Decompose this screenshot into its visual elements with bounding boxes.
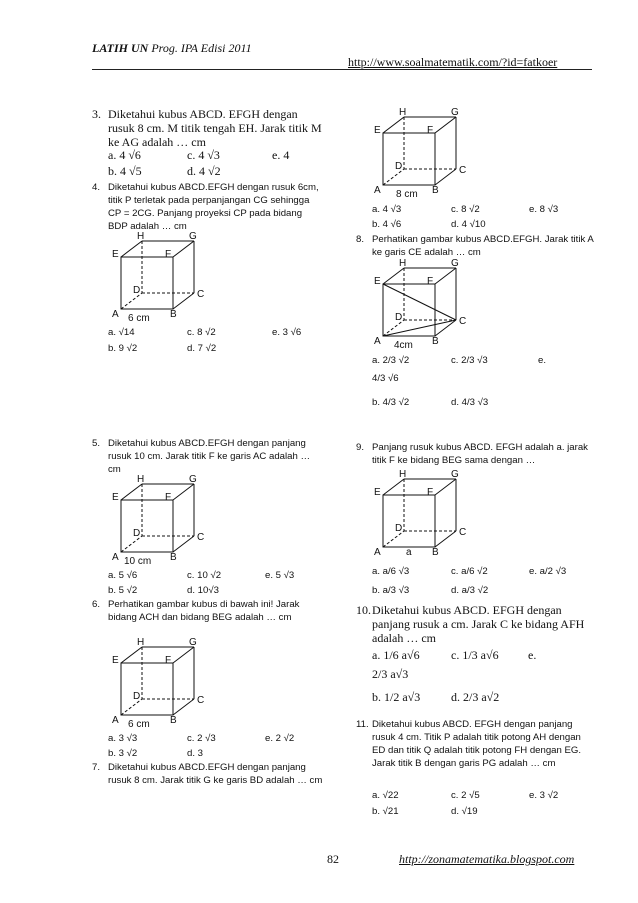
option-a[interactable]: a. 3 √3 <box>108 733 138 744</box>
page-number: 82 <box>327 852 339 866</box>
vertex-label-A: A <box>112 715 119 726</box>
question-text: Perhatikan gambar kubus ABCD.EFGH. Jarak titik A ke garis CE adalah … cm <box>372 234 594 258</box>
option-e[interactable]: e. 8 √3 <box>529 204 559 215</box>
vertex-label-A: A <box>112 309 119 320</box>
vertex-label-F: F <box>427 276 434 287</box>
question-number: 8. <box>356 234 365 245</box>
option-c[interactable]: c. a/6 √2 <box>451 566 488 577</box>
cube-edge-label: 6 cm <box>128 313 150 323</box>
option-b[interactable]: b. 4 √6 <box>372 219 402 230</box>
question-text: Perhatikan gambar kubus di bawah ini! Jarak bidang ACH dan bidang BEG adalah … cm <box>108 599 300 623</box>
question-number: 9. <box>356 442 365 453</box>
vertex-label-B: B <box>170 715 177 726</box>
option-c[interactable]: c. 10 √2 <box>187 570 222 581</box>
option-b[interactable]: b. 1/2 a√3 <box>372 690 421 704</box>
option-d[interactable]: d. 7 √2 <box>187 343 217 354</box>
question-text: Diketahui kubus ABCD.EFGH dengan panjang rusuk 10 cm. Jarak titik F ke garis AC adalah … cm <box>108 438 311 475</box>
option-a[interactable]: a. 4 √6 <box>108 148 141 162</box>
vertex-label-G: G <box>451 107 459 118</box>
vertex-label-E: E <box>374 487 381 498</box>
question-text: Diketahui kubus ABCD. EFGH dengan panjang rusuk 4 cm. Titik P adalah titik potong AH dengan ED dan titik Q adalah titik potong FH dengan EG. Jarak titik B dengan garis PG adalah … cm <box>372 719 582 769</box>
question-number: 3. <box>92 107 101 121</box>
option-b[interactable]: b. 4/3 √2 <box>372 397 410 408</box>
vertex-label-G: G <box>451 258 459 269</box>
cube-figure-q9 <box>370 469 480 566</box>
option-c[interactable]: c. 8 √2 <box>187 327 216 338</box>
option-d[interactable]: d. 2/3 a√2 <box>451 690 500 704</box>
vertex-label-C: C <box>459 316 467 327</box>
vertex-label-H: H <box>137 637 145 648</box>
vertex-label-F: F <box>165 655 172 666</box>
option-d[interactable]: d. 4 √10 <box>451 219 486 230</box>
option-b[interactable]: b. 3 √2 <box>108 748 138 759</box>
cube-figure-q8 <box>370 258 480 355</box>
header-url-link[interactable]: http://www.soalmatematik.com/?id=fatkoer <box>348 55 558 69</box>
header-title: LATIH UN Prog. IPA Edisi 2011 <box>92 41 252 55</box>
footer-url-link[interactable]: http://zonamatematika.blogspot.com <box>399 852 575 866</box>
vertex-label-B: B <box>170 309 177 320</box>
option-a[interactable]: a. √14 <box>108 327 135 338</box>
cube-edge-label: 6 cm <box>128 719 150 729</box>
cube-figure-q4 <box>108 231 218 328</box>
vertex-label-H: H <box>137 474 145 485</box>
option-e[interactable]: e. 3 √6 <box>272 327 302 338</box>
vertex-label-A: A <box>112 552 119 563</box>
vertex-label-A: A <box>374 547 381 558</box>
vertex-label-A: A <box>374 336 381 347</box>
option-e[interactable]: e. 5 √3 <box>265 570 295 581</box>
option-e[interactable]: e. 3 √2 <box>529 790 559 801</box>
option-b[interactable]: b. 4 √5 <box>108 164 142 178</box>
vertex-label-F: F <box>427 125 434 136</box>
option-d[interactable]: d. 4/3 √3 <box>451 397 489 408</box>
vertex-label-H: H <box>399 469 407 480</box>
cube-figure-q7 <box>370 107 480 204</box>
option-c[interactable]: c. 2 √5 <box>451 790 480 801</box>
option-c[interactable]: c. 2/3 √3 <box>451 355 488 366</box>
option-d[interactable]: d. a/3 √2 <box>451 585 489 596</box>
option-e[interactable]: e. <box>528 648 537 662</box>
vertex-label-G: G <box>189 474 197 485</box>
question-number: 6. <box>92 599 101 610</box>
question-number: 11. <box>356 719 369 730</box>
option-a[interactable]: a. 2/3 √2 <box>372 355 410 366</box>
vertex-label-E: E <box>112 492 119 503</box>
option-c[interactable]: c. 8 √2 <box>451 204 480 215</box>
option-e[interactable]: e. a/2 √3 <box>529 566 567 577</box>
option-d[interactable]: d. 10√3 <box>187 585 219 596</box>
vertex-label-E: E <box>374 276 381 287</box>
vertex-label-F: F <box>427 487 434 498</box>
vertex-label-D: D <box>133 691 141 702</box>
vertex-label-A: A <box>374 185 381 196</box>
option-e[interactable]: e. 2 √2 <box>265 733 295 744</box>
question-number: 4. <box>92 182 101 193</box>
option-b[interactable]: b. 5 √2 <box>108 585 138 596</box>
option-d[interactable]: d. √19 <box>451 806 478 817</box>
vertex-label-B: B <box>432 336 439 347</box>
vertex-label-H: H <box>399 107 407 118</box>
vertex-label-E: E <box>112 655 119 666</box>
vertex-label-E: E <box>374 125 381 136</box>
option-c[interactable]: c. 1/3 a√6 <box>451 648 499 662</box>
option-a[interactable]: a. a/6 √3 <box>372 566 410 577</box>
question-text: Diketahui kubus ABCD.EFGH dengan panjang rusuk 8 cm. Jarak titik G ke garis BD adalah … cm <box>108 762 323 786</box>
option-b[interactable]: b. 9 √2 <box>108 343 138 354</box>
option-c[interactable]: c. 4 √3 <box>187 148 220 162</box>
vertex-label-C: C <box>197 532 205 543</box>
cube-figure-q6 <box>108 637 218 734</box>
vertex-label-B: B <box>432 547 439 558</box>
option-b[interactable]: b. √21 <box>372 806 399 817</box>
vertex-label-B: B <box>170 552 177 563</box>
vertex-label-C: C <box>459 165 467 176</box>
question-text: Panjang rusuk kubus ABCD. EFGH adalah a. jarak titik F ke bidang BEG sama dengan … <box>372 442 588 466</box>
vertex-label-B: B <box>432 185 439 196</box>
vertex-label-D: D <box>395 312 403 323</box>
vertex-label-D: D <box>133 528 141 539</box>
option-e[interactable]: e. 4 <box>272 148 290 162</box>
vertex-label-D: D <box>395 523 403 534</box>
option-a[interactable]: a. 1/6 a√6 <box>372 648 420 662</box>
question-number: 10. <box>356 603 371 617</box>
question-text: Diketahui kubus ABCD. EFGH dengan panjang rusuk a cm. Jarak C ke bidang AFH adalah … cm <box>372 603 585 645</box>
option-a[interactable]: a. 4 √3 <box>372 204 402 215</box>
vertex-label-H: H <box>399 258 407 269</box>
question-number: 5. <box>92 438 101 449</box>
vertex-label-G: G <box>451 469 459 480</box>
vertex-label-H: H <box>137 231 145 242</box>
cube-edge-label: a <box>406 547 412 558</box>
vertex-label-C: C <box>197 695 205 706</box>
option-a[interactable]: a. 5 √6 <box>108 570 138 581</box>
question-text: Diketahui kubus ABCD. EFGH dengan rusuk 8 cm. M titik tengah EH. Jarak titik M ke AG adalah … cm <box>108 107 322 149</box>
cube-edge-label: 10 cm <box>124 556 152 566</box>
header-divider <box>92 69 592 70</box>
vertex-label-C: C <box>459 527 467 538</box>
option-e-value: 2/3 a√3 <box>372 667 409 681</box>
option-b[interactable]: b. a/3 √3 <box>372 585 410 596</box>
vertex-label-G: G <box>189 637 197 648</box>
vertex-label-E: E <box>112 249 119 260</box>
option-c[interactable]: c. 2 √3 <box>187 733 216 744</box>
option-d[interactable]: d. 3 <box>187 748 204 759</box>
question-text: Diketahui kubus ABCD.EFGH dengan rusuk 6cm, titik P terletak pada perpanjangan CG sehingga CP = 2CG. Panjang proyeksi CP pada bidang BDP adalah … cm <box>108 182 319 232</box>
vertex-label-F: F <box>165 492 172 503</box>
option-e[interactable]: e. <box>538 355 547 366</box>
vertex-label-C: C <box>197 289 205 300</box>
cube-edge-label: 4cm <box>394 340 413 350</box>
vertex-label-F: F <box>165 249 172 260</box>
vertex-label-D: D <box>133 285 141 296</box>
vertex-label-D: D <box>395 161 403 172</box>
cube-figure-q5 <box>108 474 218 571</box>
option-a[interactable]: a. √22 <box>372 790 399 801</box>
vertex-label-G: G <box>189 231 197 242</box>
question-number: 7. <box>92 762 101 773</box>
cube-edge-label: 8 cm <box>396 189 418 199</box>
option-d[interactable]: d. 4 √2 <box>187 164 221 178</box>
option-e-value: 4/3 √6 <box>372 373 399 384</box>
